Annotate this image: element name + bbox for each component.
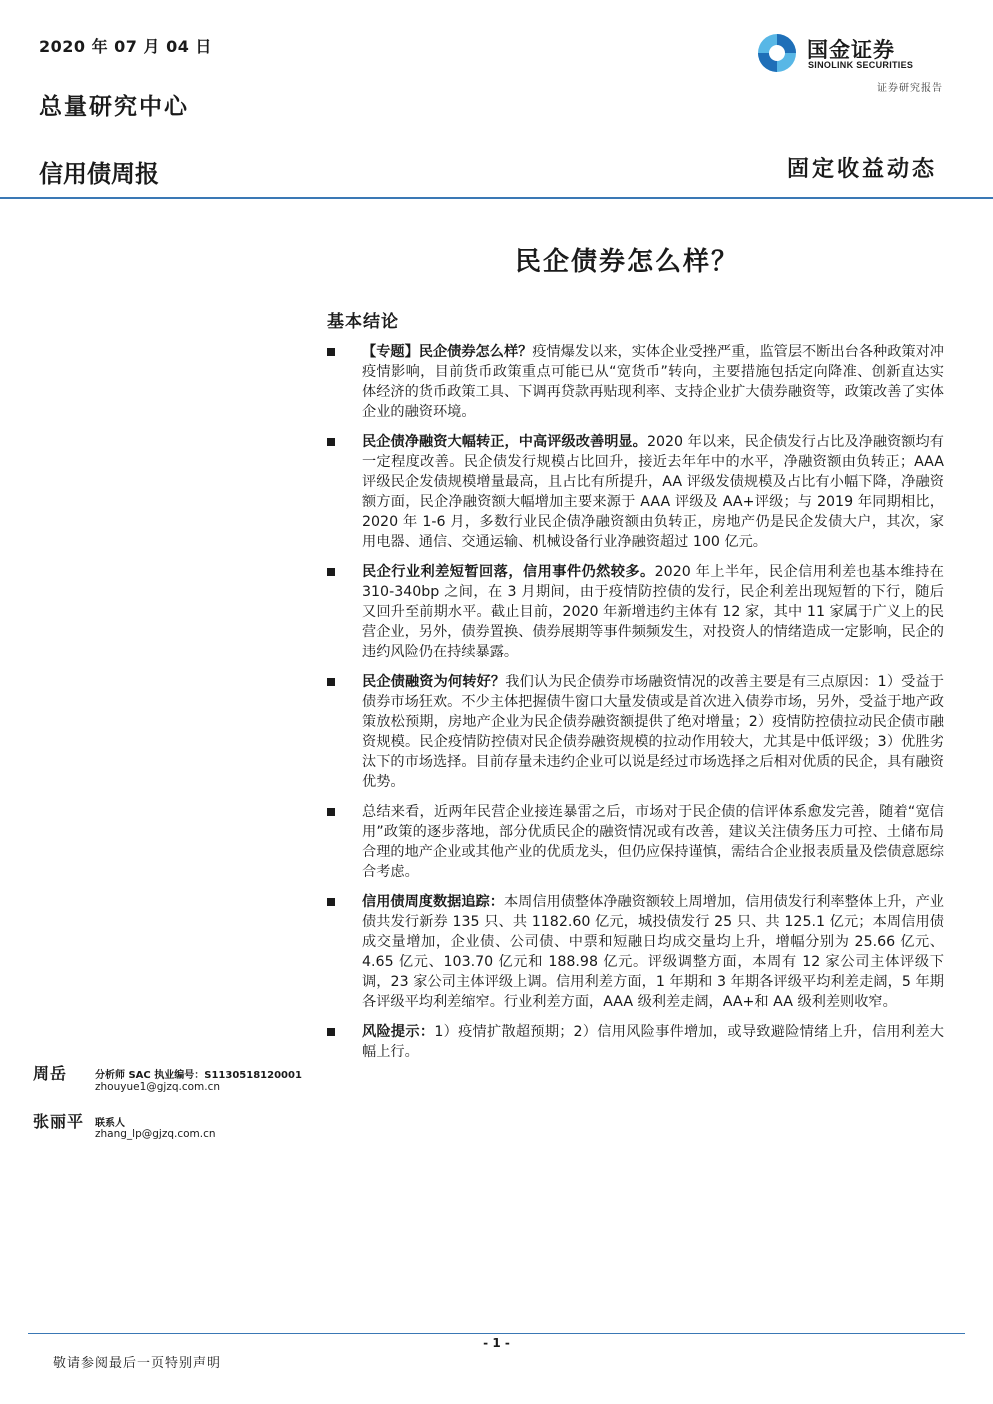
logo-english-text: SINOLINK SECURITIES [808, 60, 914, 70]
conclusion-lead: 民企行业利差短暂回落，信用事件仍然较多。 [362, 564, 655, 580]
bullet-square-icon [327, 678, 335, 686]
analyst-name: 周岳 [33, 1064, 68, 1083]
bullet-square-icon [327, 568, 335, 576]
header-divider [0, 197, 993, 199]
company-logo [757, 33, 947, 75]
conclusion-body: 2020 年上半年，民企信用利差也基本维持在 310-340bp 之间，在 3 月期间，由于疫情防控债的发行，民企利差出现短暂的下行，随后又回升至前期水平。截止目前，2020 年新增违约主体有 12 家，其中 11 家属于广义上的民营企业，另外，债券置换、债券展期等事件频频发生，对投资人的情绪造成一定影响，民企的违约风险仍在持续暴露。 [362, 564, 944, 660]
conclusion-lead: 【专题】民企债券怎么样？ [362, 344, 533, 360]
report-date: 2020 年 07 月 04 日 [39, 37, 212, 56]
report-kind-label: 证券研究报告 [877, 83, 943, 94]
conclusion-body: 总结来看，近两年民营企业接连暴雷之后，市场对于民企债的信评体系愈发完善，随着“宽信用”政策的逐步落地，部分优质民企的融资情况或有改善，建议关注债务压力可控、土储布局合理的地产企业或其他产业的优质龙头，但仍应保持谨慎，需结合企业报表质量及偿债意愿综合考虑。 [362, 804, 944, 880]
bullet-square-icon [327, 808, 335, 816]
conclusion-lead: 民企债融资为何转好？ [362, 674, 506, 690]
conclusion-body: 疫情爆发以来，实体企业受挫严重，监管层不断出台各种政策对冲疫情影响，目前货币政策重点可能已从“宽货币”转向，主要措施包括定向降准、创新直达实体经济的货币政策工具、下调再贷款再贴现利率、支持企业扩大债券融资等，政策改善了实体企业的融资环境。 [362, 344, 944, 420]
conclusion-item [327, 1022, 944, 1062]
report-category: 固定收益动态 [786, 156, 937, 182]
conclusion-list [327, 342, 944, 1072]
conclusion-body: 本周信用债整体净融资额较上周增加，信用债发行利率整体上升，产业债共发行新券 135 只、共 1182.60 亿元，城投债发行 25 只、共 125.1 亿元；本周信用债成交量增加，企业债、公司债、中票和短融日均成交量均上升，增幅分别为 25.66 亿元、4.65 亿元、103.70 亿元和 188.98 亿元。评级调整方面，本周有 12 家公司主体评级下调，23 家公司主体评级上调。信用利差方面，1 年期和 3 年期各评级平均利差走阔，5 年期各评级平均利差缩窄。行业利差方面，AAA 级利差走阔，AA+和 AA 级利差则收窄。 [362, 894, 944, 1010]
analyst-email[interactable]: zhouyue1@gjzq.com.cn [95, 1081, 221, 1093]
bullet-square-icon [327, 1028, 335, 1036]
analyst-role: 联系人 [95, 1118, 125, 1129]
conclusion-item [327, 802, 944, 882]
analyst-role: 分析师 SAC 执业编号：S1130518120001 [95, 1070, 302, 1081]
bullet-square-icon [327, 438, 335, 446]
page-number: - 1 - [483, 1336, 510, 1350]
conclusion-item [327, 432, 944, 552]
conclusion-body: 我们认为民企债券市场融资情况的改善主要是有三点原因：1）受益于债券市场狂欢。不少主体把握债牛窗口大量发债或是首次进入债券市场，另外，受益于地产政策放松预期，房地产企业为民企债券融资额提供了绝对增量；2）疫情防控债拉动民企债市融资规模。民企疫情防控债对民企债券融资规模的拉动作用较大，尤其是中低评级；3）优胜劣汰下的市场选择。目前存量未违约企业可以说是经过市场选择之后相对优质的民企，具有融资优势。 [362, 674, 944, 790]
bullet-square-icon [327, 898, 335, 906]
report-type: 信用债周报 [39, 160, 159, 188]
analyst-email[interactable]: zhang_lp@gjzq.com.cn [95, 1128, 216, 1140]
conclusion-lead: 民企债净融资大幅转正，中高评级改善明显。 [362, 434, 647, 450]
conclusion-lead: 风险提示： [362, 1024, 435, 1040]
conclusion-item [327, 342, 944, 422]
conclusion-item [327, 672, 944, 792]
logo-mark-icon [757, 33, 797, 73]
section-heading: 基本结论 [327, 312, 399, 332]
research-center-name: 总量研究中心 [39, 93, 189, 120]
bullet-square-icon [327, 348, 335, 356]
conclusion-body: 2020 年以来，民企债发行占比及净融资额均有一定程度改善。民企债发行规模占比回升，接近去年年中的水平，净融资额由负转正；AAA 评级民企发债规模增量最高，且占比有所提升，AA 评级发债规模及占比有小幅下降，净融资额方面，民企净融资额大幅增加主要来源于 AAA 评级及 AA+评级；与 2019 年同期相比，2020 年 1-6 月，多数行业民企债净融资额由负转正，房地产仍是民企发债大户，其次，家用电器、通信、交通运输、机械设备行业净融资超过 100 亿元。 [362, 434, 944, 550]
footer-divider [28, 1333, 965, 1334]
logo-chinese-text: 国金证券 [807, 38, 895, 62]
conclusion-item [327, 892, 944, 1012]
conclusion-lead: 信用债周度数据追踪： [362, 894, 504, 910]
conclusion-body: 1）疫情扩散超预期；2）信用风险事件增加，或导致避险情绪上升，信用利差大幅上行。 [362, 1024, 944, 1060]
conclusion-item [327, 562, 944, 662]
analyst-name: 张丽平 [33, 1112, 85, 1131]
disclaimer-note: 敬请参阅最后一页特别声明 [53, 1356, 222, 1371]
report-title: 民企债券怎么样？ [514, 247, 739, 277]
